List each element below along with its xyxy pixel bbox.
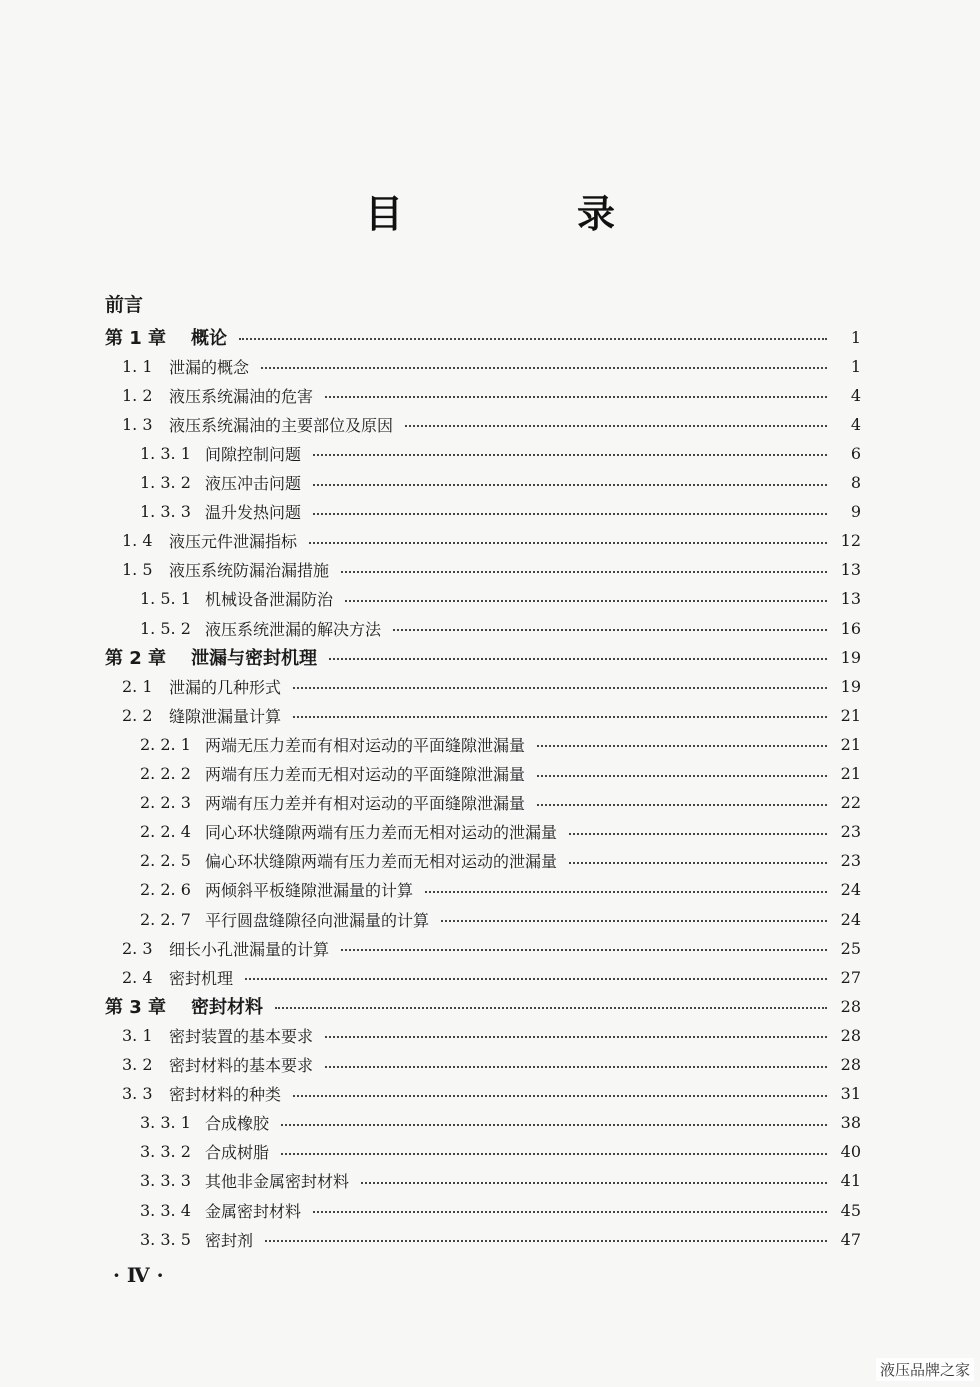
dot-leader bbox=[245, 978, 827, 980]
toc-preface: 前言 bbox=[105, 294, 144, 316]
toc-entry-page: 13 bbox=[840, 560, 861, 580]
toc-entry-number: 3. 2 bbox=[122, 1055, 153, 1074]
dot-leader bbox=[293, 716, 827, 718]
toc-entry-number: 2. 2. 7 bbox=[140, 909, 191, 929]
dot-leader bbox=[341, 571, 827, 573]
dot-leader bbox=[569, 833, 827, 835]
dot-leader bbox=[569, 862, 827, 864]
dot-leader bbox=[313, 454, 827, 456]
toc-entry-number: 2. 2. 3 bbox=[140, 793, 191, 813]
toc-entry-title: 密封剂 bbox=[205, 1230, 254, 1250]
toc-entry-page: 31 bbox=[840, 1084, 861, 1104]
toc-entry-title: 偏心环状缝隙两端有压力差而无相对运动的泄漏量 bbox=[205, 852, 558, 872]
toc-entry-title: 两端有压力差而无相对运动的平面缝隙泄漏量 bbox=[205, 765, 526, 784]
toc-entry[interactable] bbox=[122, 1080, 861, 1108]
toc-entry-page: 24 bbox=[840, 880, 861, 900]
dot-leader bbox=[441, 920, 827, 922]
dot-leader bbox=[239, 338, 827, 340]
watermark: 液压品牌之家 bbox=[876, 1358, 974, 1381]
dot-leader bbox=[345, 600, 827, 602]
toc-entry[interactable] bbox=[122, 934, 861, 962]
toc-entry[interactable] bbox=[140, 905, 861, 933]
toc-entry-page: 28 bbox=[840, 1025, 861, 1045]
toc-entry-number: 2. 2. 1 bbox=[140, 734, 191, 754]
toc-entry[interactable] bbox=[122, 1051, 861, 1079]
toc-entry-page: 22 bbox=[840, 793, 861, 813]
toc-entry-number: 1. 3. 1 bbox=[140, 443, 191, 463]
toc-entry-number: 1. 1 bbox=[122, 356, 153, 376]
page-title: 目 录 bbox=[364, 192, 683, 236]
dot-leader bbox=[341, 949, 827, 951]
toc-entry[interactable] bbox=[122, 527, 861, 555]
toc-entry-page: 9 bbox=[850, 502, 861, 522]
toc-entry-number: 3. 3. 3 bbox=[140, 1171, 191, 1191]
dot-leader bbox=[393, 629, 827, 631]
dot-leader bbox=[361, 1182, 827, 1184]
dot-leader bbox=[325, 396, 827, 398]
toc-entry-title: 液压系统泄漏的解决方法 bbox=[205, 619, 382, 639]
toc-entry-page: 25 bbox=[840, 938, 861, 958]
toc-entry-number: 第 3 章 bbox=[105, 997, 167, 1019]
page-number: · Ⅳ · bbox=[113, 1263, 164, 1287]
toc-entry[interactable] bbox=[122, 410, 861, 438]
toc-entry-number: 3. 3. 5 bbox=[140, 1229, 191, 1249]
toc-entry[interactable] bbox=[122, 1021, 861, 1049]
dot-leader bbox=[325, 1036, 827, 1038]
toc-entry-title: 机械设备泄漏防治 bbox=[205, 590, 334, 610]
toc-entry-title: 细长小孔泄漏量的计算 bbox=[169, 939, 330, 959]
toc-entry-page: 24 bbox=[840, 909, 861, 929]
toc-entry-page: 23 bbox=[840, 822, 861, 842]
toc-entry-title: 概论 bbox=[191, 328, 227, 349]
toc-entry-title: 液压系统漏油的主要部位及原因 bbox=[169, 415, 394, 435]
toc-entry-page: 28 bbox=[840, 996, 861, 1016]
toc-entry-title: 密封材料的种类 bbox=[169, 1085, 282, 1105]
toc-entry-title: 泄漏的几种形式 bbox=[169, 677, 282, 697]
toc-entry-title: 密封材料 bbox=[191, 997, 263, 1019]
toc-entry-page: 28 bbox=[840, 1055, 861, 1074]
toc-entry-page: 41 bbox=[840, 1171, 861, 1191]
dot-leader bbox=[425, 891, 827, 893]
dot-leader bbox=[313, 513, 827, 515]
toc-entry-title: 同心环状缝隙两端有压力差而无相对运动的泄漏量 bbox=[205, 823, 558, 843]
toc-entry-number: 3. 3 bbox=[122, 1084, 153, 1104]
toc-entry-number: 1. 2 bbox=[122, 385, 153, 405]
toc-entry-page: 4 bbox=[850, 385, 861, 405]
toc-entry-number: 1. 4 bbox=[122, 531, 153, 551]
toc-entry-number: 2. 3 bbox=[122, 938, 153, 958]
toc-entry-number: 第 1 章 bbox=[105, 328, 167, 349]
dot-leader bbox=[293, 1095, 827, 1097]
toc-entry-title: 液压冲击问题 bbox=[205, 474, 302, 493]
toc-entry-number: 3. 3. 2 bbox=[140, 1142, 191, 1162]
dot-leader bbox=[265, 1240, 827, 1242]
toc-entry[interactable] bbox=[140, 818, 861, 846]
toc-entry-page: 27 bbox=[840, 967, 861, 987]
toc-chapter-entry[interactable] bbox=[105, 643, 861, 671]
toc-entry-number: 1. 3. 2 bbox=[140, 473, 191, 492]
toc-entry[interactable] bbox=[122, 672, 861, 700]
toc-entry-page: 13 bbox=[840, 589, 861, 609]
toc-entry[interactable] bbox=[140, 1109, 861, 1137]
toc-entry-title: 密封装置的基本要求 bbox=[169, 1026, 314, 1046]
dot-leader bbox=[537, 804, 827, 806]
toc-entry[interactable] bbox=[140, 789, 861, 817]
toc-entry-title: 密封机理 bbox=[169, 968, 234, 988]
toc-entry-number: 1. 3. 3 bbox=[140, 502, 191, 522]
toc-entry-number: 3. 3. 1 bbox=[140, 1113, 191, 1133]
toc-entry-title: 两倾斜平板缝隙泄漏量的计算 bbox=[205, 881, 414, 901]
toc-entry-page: 38 bbox=[840, 1113, 861, 1133]
toc-entry[interactable] bbox=[122, 556, 861, 584]
toc-entry[interactable] bbox=[140, 469, 861, 497]
toc-entry-page: 4 bbox=[850, 414, 861, 434]
toc-entry-title: 液压系统漏油的危害 bbox=[169, 386, 314, 406]
toc-entry-page: 21 bbox=[840, 705, 861, 725]
toc-entry-title: 液压元件泄漏指标 bbox=[169, 532, 298, 552]
dot-leader bbox=[281, 1153, 827, 1155]
toc-entry-title: 间隙控制问题 bbox=[205, 444, 302, 464]
toc-entry-number: 第 2 章 bbox=[105, 648, 167, 670]
toc-entry-title: 密封材料的基本要求 bbox=[169, 1056, 314, 1075]
toc-entry-number: 2. 2 bbox=[122, 705, 153, 725]
toc-entry-title: 泄漏的概念 bbox=[169, 357, 250, 377]
toc-entry[interactable] bbox=[140, 439, 861, 467]
toc-entry-page: 21 bbox=[840, 764, 861, 783]
dot-leader bbox=[405, 425, 827, 427]
toc-chapter-entry[interactable] bbox=[105, 323, 861, 351]
dot-leader bbox=[261, 367, 827, 369]
toc-entry-number: 2. 2. 6 bbox=[140, 880, 191, 900]
toc-entry[interactable] bbox=[122, 352, 861, 380]
dot-leader bbox=[329, 658, 827, 660]
dot-leader bbox=[537, 775, 827, 777]
toc-entry-number: 3. 1 bbox=[122, 1025, 153, 1045]
toc-entry-number: 2. 1 bbox=[122, 676, 153, 696]
toc-entry-page: 45 bbox=[840, 1200, 861, 1220]
toc-entry[interactable] bbox=[140, 847, 861, 875]
dot-leader bbox=[293, 687, 827, 689]
toc-entry-title: 液压系统防漏治漏措施 bbox=[169, 561, 330, 581]
toc-entry[interactable] bbox=[140, 1138, 861, 1166]
dot-leader bbox=[325, 1066, 827, 1068]
toc-entry-page: 47 bbox=[840, 1229, 861, 1249]
toc-entry-page: 40 bbox=[840, 1142, 861, 1162]
toc-entry-title: 缝隙泄漏量计算 bbox=[169, 706, 282, 726]
toc-entry-title: 合成树脂 bbox=[205, 1143, 270, 1163]
toc-entry-number: 2. 2. 2 bbox=[140, 764, 191, 783]
toc-entry-page: 23 bbox=[840, 851, 861, 871]
toc-entry[interactable] bbox=[140, 585, 861, 613]
toc-entry[interactable] bbox=[140, 614, 861, 642]
toc-entry-number: 2. 4 bbox=[122, 967, 153, 987]
dot-leader bbox=[313, 1211, 827, 1213]
toc-entry-page: 1 bbox=[850, 327, 861, 347]
toc-entry-title: 温升发热问题 bbox=[205, 503, 302, 523]
toc-entry-page: 12 bbox=[840, 531, 861, 551]
dot-leader bbox=[309, 542, 827, 544]
toc-entry-title: 泄漏与密封机理 bbox=[191, 648, 317, 670]
toc-entry[interactable] bbox=[140, 498, 861, 526]
toc-entry-page: 8 bbox=[850, 473, 861, 492]
dot-leader bbox=[537, 745, 827, 747]
toc-entry[interactable] bbox=[140, 1196, 861, 1224]
toc-entry-page: 6 bbox=[850, 443, 861, 463]
toc-entry-page: 21 bbox=[840, 734, 861, 754]
toc-entry-number: 1. 5. 1 bbox=[140, 589, 191, 609]
toc-entry-page: 16 bbox=[840, 618, 861, 638]
dot-leader bbox=[313, 484, 827, 486]
toc-entry[interactable] bbox=[140, 760, 861, 788]
toc-entry-number: 2. 2. 5 bbox=[140, 851, 191, 871]
toc-entry[interactable] bbox=[140, 1167, 861, 1195]
toc-entry-title: 合成橡胶 bbox=[205, 1114, 270, 1134]
toc-entry-title: 其他非金属密封材料 bbox=[205, 1172, 350, 1192]
toc-entry-number: 1. 3 bbox=[122, 414, 153, 434]
toc-entry-page: 1 bbox=[850, 356, 861, 376]
toc-entry-page: 19 bbox=[840, 647, 861, 667]
toc-entry-number: 2. 2. 4 bbox=[140, 822, 191, 842]
toc-entry-number: 1. 5 bbox=[122, 560, 153, 580]
toc-chapter-entry[interactable] bbox=[105, 992, 861, 1020]
toc-entry-title: 金属密封材料 bbox=[205, 1201, 302, 1221]
toc-entry-title: 两端无压力差而有相对运动的平面缝隙泄漏量 bbox=[205, 735, 526, 755]
toc-entry-page: 19 bbox=[840, 676, 861, 696]
dot-leader bbox=[275, 1007, 827, 1009]
toc-entry-title: 平行圆盘缝隙径向泄漏量的计算 bbox=[205, 910, 430, 930]
toc-entry-number: 1. 5. 2 bbox=[140, 618, 191, 638]
toc-entry-number: 3. 3. 4 bbox=[140, 1200, 191, 1220]
toc-entry[interactable] bbox=[122, 963, 861, 991]
toc-entry[interactable] bbox=[140, 1225, 861, 1253]
toc-entry[interactable] bbox=[122, 701, 861, 729]
toc-entry[interactable] bbox=[140, 730, 861, 758]
toc-entry[interactable] bbox=[122, 381, 861, 409]
toc-entry-title: 两端有压力差并有相对运动的平面缝隙泄漏量 bbox=[205, 794, 526, 814]
dot-leader bbox=[281, 1124, 827, 1126]
toc-entry[interactable] bbox=[140, 876, 861, 904]
